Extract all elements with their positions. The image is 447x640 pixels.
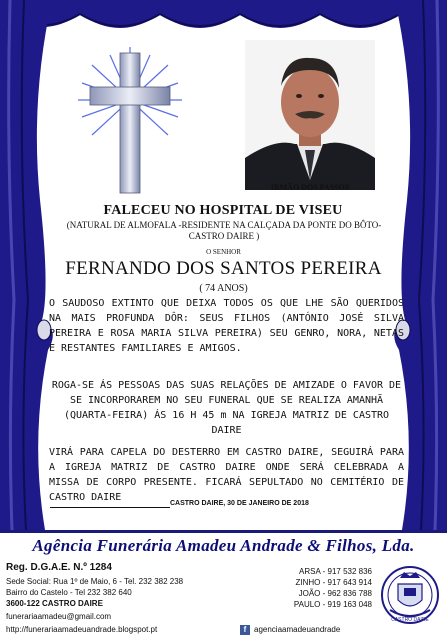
family-paragraph: O SAUDOSO EXTINTO QUE DEIXA TODOS OS QUE LHE SÃO QUERIDOS NA MAIS PROFUNDA DÔR: SEUS FILHOS (ANTÓNIO JOSÉ SILVA PEREIRA E ROSA MARIA SILVA PEREIRA) SEU GENRO, NORA, NETAS E RESTANTES FAMILIARES E AMIGOS.: [49, 298, 404, 354]
branch-address: Bairro do Castelo - Tel 232 382 640: [6, 588, 132, 597]
registration-number: Reg. D.G.A.E. N.º 1284: [6, 562, 112, 573]
seat-address: Sede Social: Rua 1º de Maio, 6 - Tel. 232 382 238: [6, 577, 184, 586]
date-line: CASTRO DAIRE, 30 DE JANEIRO DE 2018: [170, 500, 309, 507]
seal-text: CASTRO DAIRE: [391, 617, 429, 623]
photo-caption: IRMÃO DOS PASSOS: [270, 183, 350, 192]
facebook-icon: f: [240, 625, 250, 635]
headline: FALECEU NO HOSPITAL DE VISEU: [103, 203, 343, 218]
phone-arsa: ARSA - 917 532 836: [299, 567, 372, 576]
deceased-age: ( 74 ANOS): [199, 283, 248, 294]
deceased-photo: [245, 40, 375, 190]
facebook-link[interactable]: agenciaamadeuandrade: [254, 625, 341, 634]
cross-icon: [70, 45, 190, 195]
curtain-valance: [0, 0, 447, 40]
origin-residence: (NATURAL DE ALMOFALA -RESIDENTE NA CALÇADA DA PONTE DO BÔTO- CASTRO DAIRE ): [66, 220, 382, 241]
postal-code: 3600-122 CASTRO DAIRE: [6, 599, 103, 608]
phone-zinho: ZINHO - 917 643 914: [295, 578, 372, 587]
deceased-name: FERNANDO DOS SANTOS PEREIRA: [65, 258, 382, 279]
blog-link[interactable]: http://funerariaamadeuandrade.blogspot.pt: [6, 625, 158, 634]
castro-daire-seal-icon: [380, 564, 440, 626]
signature-line: [50, 507, 170, 508]
agency-footer: [0, 560, 447, 640]
phone-joao: JOÃO - 962 836 788: [298, 589, 372, 598]
email-link[interactable]: funerariaamadeu@gmail.com: [6, 612, 112, 621]
agency-name: Agência Funerária Amadeu Andrade & Filhos, Lda.: [0, 530, 447, 561]
phone-paulo: PAULO - 919 163 048: [293, 600, 372, 609]
phone-list: [282, 566, 372, 610]
funeral-invitation-paragraph: ROGA-SE ÁS PESSOAS DAS SUAS RELAÇÕES DE AMIZADE O FAVOR DE SE INCORPORAREM NO SEU FUNERAL QUE SE REALIZA AMANHÃ (QUARTA-FEIRA) ÁS 16 H 45 m NA IGREJA MATRIZ DE CASTRO DAIRE: [51, 380, 402, 436]
honorific: O SENHOR: [206, 248, 241, 256]
ceremony-paragraph: VIRÁ PARA CAPELA DO DESTERRO EM CASTRO DAIRE, SEGUIRÁ PARA A IGREJA MATRIZ DE CASTRO DAIRE ONDE SERÁ CELEBRADA A MISSA DE CORPO PRESENTE. FICARÁ SEPULTADO NO CEMITÉRIO DE CASTRO DAIRE: [49, 447, 404, 503]
